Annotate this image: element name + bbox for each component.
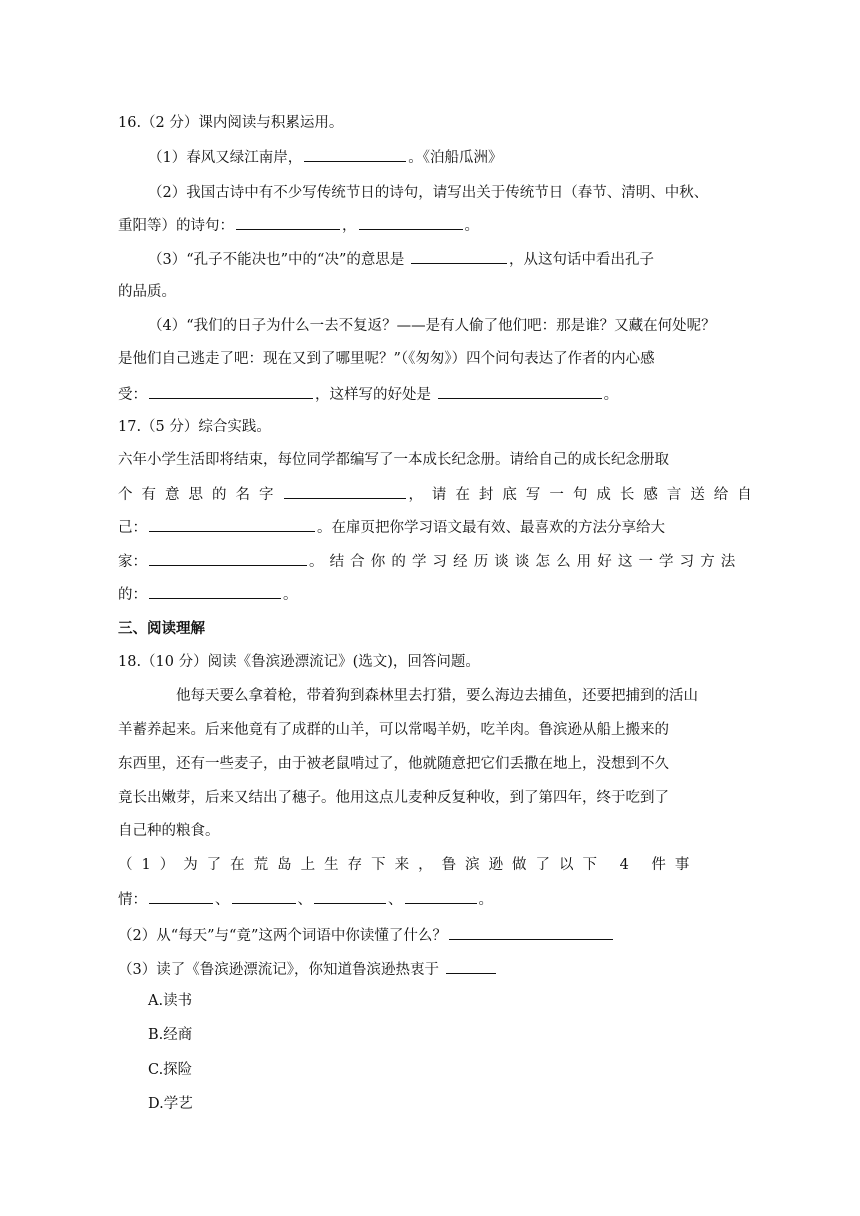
q16-item3-line2: 的品质。: [118, 284, 176, 300]
q18-item1-line1: （1）为了在荒岛上生存下来，鲁滨逊做了以下 4 件事: [118, 857, 699, 873]
q17-line2: 个有意思的名字 ，请在封底写一句成长感言送给自: [118, 483, 761, 505]
q17-line1: 六年小学生活即将结束，每位同学都编写了一本成长纪念册。请给自己的成长纪念册取: [118, 452, 669, 468]
answer-blank[interactable]: [149, 583, 281, 599]
answer-blank[interactable]: [314, 888, 386, 904]
option-c[interactable]: C.探险: [148, 1062, 193, 1078]
option-a[interactable]: A.读书: [148, 993, 193, 1009]
passage-line: 他每天要么拿着枪，带着狗到森林里去打猎，要么海边去捕鱼，还要把捕到的活山: [176, 688, 698, 704]
q18-item2: （2）从“每天”与“竟”这两个词语中你读懂了什么？: [118, 924, 615, 946]
q16-item2-line1: （2）我国古诗中有不少写传统节日的诗句，请写出关于传统节日（春节、清明、中秋、: [148, 185, 709, 201]
q17-heading: 17.（5 分）综合实践。: [118, 419, 271, 435]
q16-item1: （1）春风又绿江南岸， 。《泊船瓜洲》: [148, 146, 502, 168]
answer-blank[interactable]: [304, 146, 406, 162]
q17-line5: 的： 。: [118, 583, 298, 605]
q16-item2-line2: 重阳等）的诗句： ， 。: [118, 214, 479, 236]
answer-blank[interactable]: [405, 888, 477, 904]
passage-line: 竟长出嫩芽，后来又结出了穗子。他用这点儿麦种反复种收，到了第四年，终于吃到了: [118, 790, 669, 806]
answer-blank[interactable]: [149, 888, 213, 904]
q18-item3: （3）读了《鲁滨逊漂流记》，你知道鲁滨逊热衷于: [118, 958, 498, 980]
answer-blank[interactable]: [411, 248, 507, 264]
answer-blank[interactable]: [359, 214, 463, 230]
q16-item4-line1: （4）“我们的日子为什么一去不复返？——是有人偷了他们吧：那是谁？又藏在何处呢？: [148, 318, 716, 334]
q16-item4-line2: 是他们自己逃走了吧：现在又到了哪里呢？”（《匆匆》）四个问句表达了作者的内心感: [118, 351, 655, 367]
q16-item4-line3: 受： ，这样写的好处是 。: [118, 383, 618, 405]
passage-line: 东西里，还有一些麦子，由于被老鼠啃过了，他就随意把它们丢撒在地上，没想到不久: [118, 756, 669, 772]
passage-line: 羊蓄养起来。后来他竟有了成群的山羊，可以常喝羊奶，吃羊肉。鲁滨逊从船上搬来的: [118, 722, 669, 738]
q18-item1-line2: 情： 、 、 、 。: [118, 888, 493, 910]
answer-blank[interactable]: [149, 516, 315, 532]
option-d[interactable]: D.学艺: [148, 1096, 193, 1112]
answer-blank[interactable]: [232, 888, 296, 904]
answer-blank[interactable]: [149, 550, 307, 566]
q16-heading: 16.（2 分）课内阅读与积累运用。: [118, 115, 344, 131]
answer-blank[interactable]: [149, 383, 313, 399]
answer-blank[interactable]: [446, 958, 496, 974]
q17-line3: 己： 。在扉页把你学习语文最有效、最喜欢的方法分享给大: [118, 516, 665, 538]
section-heading: 三、阅读理解: [118, 620, 205, 637]
option-b[interactable]: B.经商: [148, 1027, 193, 1043]
q17-line4: 家： 。结合你的学习经历谈谈怎么用好这一学习方法: [118, 550, 741, 572]
answer-blank[interactable]: [438, 383, 602, 399]
answer-blank[interactable]: [236, 214, 340, 230]
passage-line: 自己种的粮食。: [118, 823, 220, 839]
q18-heading: 18.（10 分）阅读《鲁滨逊漂流记》(选文)，回答问题。: [118, 654, 480, 670]
answer-blank[interactable]: [449, 924, 613, 940]
answer-blank[interactable]: [284, 483, 406, 499]
q16-item3-line1: （3）“孔子不能决也”中的“决”的意思是 ，从这句话中看出孔子: [148, 248, 654, 270]
